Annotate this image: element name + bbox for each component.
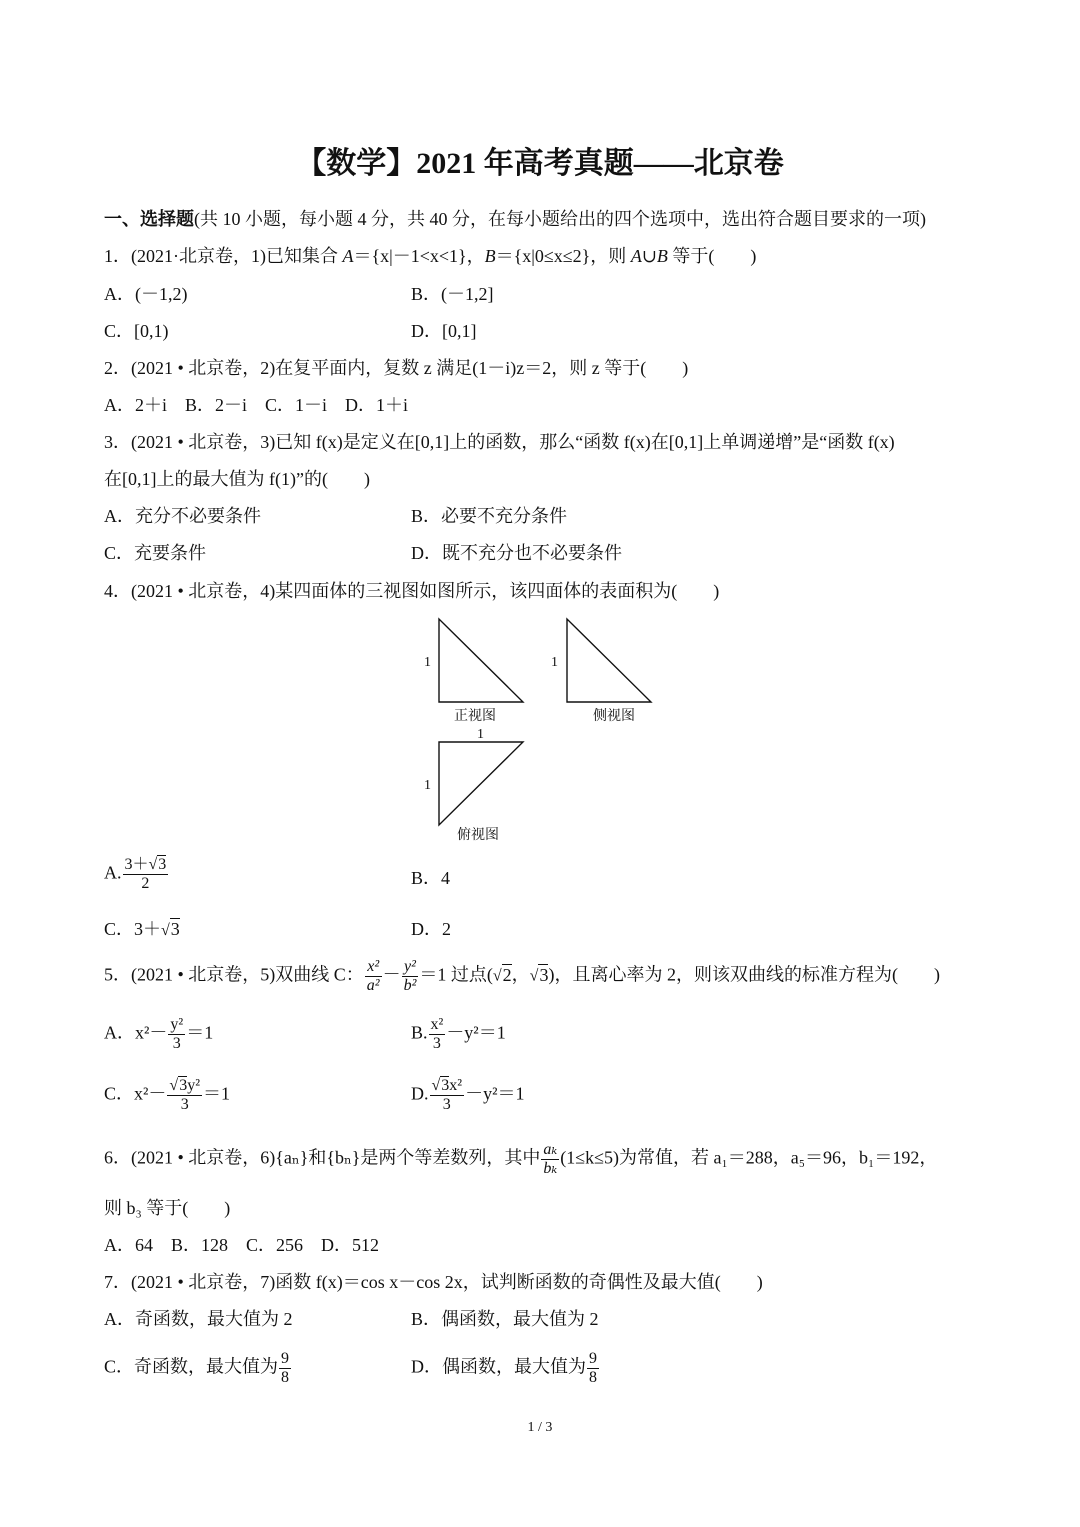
q6-options: A．64 B．128 C．256 D．512 xyxy=(104,1235,380,1255)
q3-option-b: B．必要不充分条件 xyxy=(411,506,568,526)
q7-option-a: A．奇函数，最大值为 2 xyxy=(104,1309,293,1329)
side-view-label: 侧视图 xyxy=(593,709,635,724)
q4-option-a: A. $\frac{3+√3}{2}$ xyxy=(104,856,167,892)
q5-option-c: C．x²－ $\frac{\text{√3y²}}{3}$ ＝1 xyxy=(104,1077,230,1113)
question-3-stem-line2: 在[0,1]上的最大值为 f(1)”的( ) xyxy=(104,469,370,489)
q4-option-c: C．3＋√3 xyxy=(104,919,180,939)
q7-option-d: D．偶函数，最大值为 $\frac{9}{8}$ xyxy=(411,1350,597,1386)
page-title: 【数学】2021 年高考真题——北京卷 xyxy=(296,147,784,180)
front-view-dim: 1 xyxy=(424,655,431,670)
q2-options: A．2＋i B．2－i C．1－i D．1＋i xyxy=(104,395,409,415)
q3-option-d: D．既不充分也不必要条件 xyxy=(411,543,622,563)
q1-option-c: C．[0,1) xyxy=(104,321,169,341)
q3-option-a: A．充分不必要条件 xyxy=(104,506,261,526)
q4-option-d: D．2 xyxy=(411,919,451,939)
top-view-dim-width: 1 xyxy=(477,727,484,742)
top-view-triangle xyxy=(439,742,523,825)
question-7-stem: 7．(2021 • 北京卷，7)函数 f(x)＝cos x－cos 2x，试判断函数的奇偶性及最大值( ) xyxy=(104,1272,763,1292)
q1-option-b: B．(－1,2] xyxy=(411,284,494,304)
q5-option-d: D. $\frac{\text{√3x²}}{3}$ －y²＝1 xyxy=(411,1077,525,1113)
section-desc: (共 10 小题，每小题 4 分，共 40 分，在每小题给出的四个选项中，选出符合题目要求的一项) xyxy=(194,209,926,229)
top-view-dim-height: 1 xyxy=(424,778,431,793)
side-view-triangle xyxy=(567,619,651,702)
q3-option-c: C．充要条件 xyxy=(104,543,207,563)
q4-option-b: B．4 xyxy=(411,868,451,888)
question-6-stem-line2: 则 b₃ 等于( ) xyxy=(104,1198,231,1218)
question-3-stem-line1: 3．(2021 • 北京卷，3)已知 f(x)是定义在[0,1]上的函数，那么“函数 f(x)在[0,1]上单调递增”是“函数 f(x) xyxy=(104,432,895,452)
question-6-stem: 6．(2021 • 北京卷，6){aₙ}和{bₙ}是两个等差数列，其中 $\frac{\text{aₖ}}{\text{bₖ}}$ (1≤k≤5)为常值，若 a₁＝288，a₅＝96，b₁＝192， xyxy=(104,1141,938,1177)
question-5-stem: 5．(2021 • 北京卷，5)双曲线 C： $\frac{\text{x²}}{\text{a²}}$ － $\frac{\text{y²}}{\text{b²}}$ ＝1 过点(√2，√3)，且离心率为 2，则该双曲线的标准方程为( ) xyxy=(104,958,940,994)
front-view-triangle xyxy=(439,619,523,702)
q1-option-d: D．[0,1] xyxy=(411,321,477,341)
question-4-stem: 4．(2021 • 北京卷，4)某四面体的三视图如图所示，该四面体的表面积为( ) xyxy=(104,581,720,601)
page-number: 1 / 3 xyxy=(527,1420,553,1435)
section-label: 一、选择题 xyxy=(104,209,194,229)
q5-option-b: B. $\frac{\text{x²}}{3}$ －y²＝1 xyxy=(411,1016,506,1052)
side-view-dim: 1 xyxy=(551,655,558,670)
question-2-stem: 2．(2021 • 北京卷，2)在复平面内，复数 z 满足(1－i)z＝2，则 z 等于( ) xyxy=(104,358,689,378)
q1-option-a: A．(－1,2) xyxy=(104,284,188,304)
q7-option-b: B．偶函数，最大值为 2 xyxy=(411,1309,599,1329)
front-view-label: 正视图 xyxy=(454,709,496,724)
question-1-stem: 1．(2021·北京卷，1)已知集合 A＝{x|－1<x<1}，B＝{x|0≤x≤2}，则 A∪B 等于( ) xyxy=(104,246,757,266)
top-view-label: 俯视图 xyxy=(457,828,499,843)
q5-option-a: A．x²－ $\frac{\text{y²}}{3}$ ＝1 xyxy=(104,1016,214,1052)
q7-option-c: C．奇函数，最大值为 $\frac{9}{8}$ xyxy=(104,1350,290,1386)
